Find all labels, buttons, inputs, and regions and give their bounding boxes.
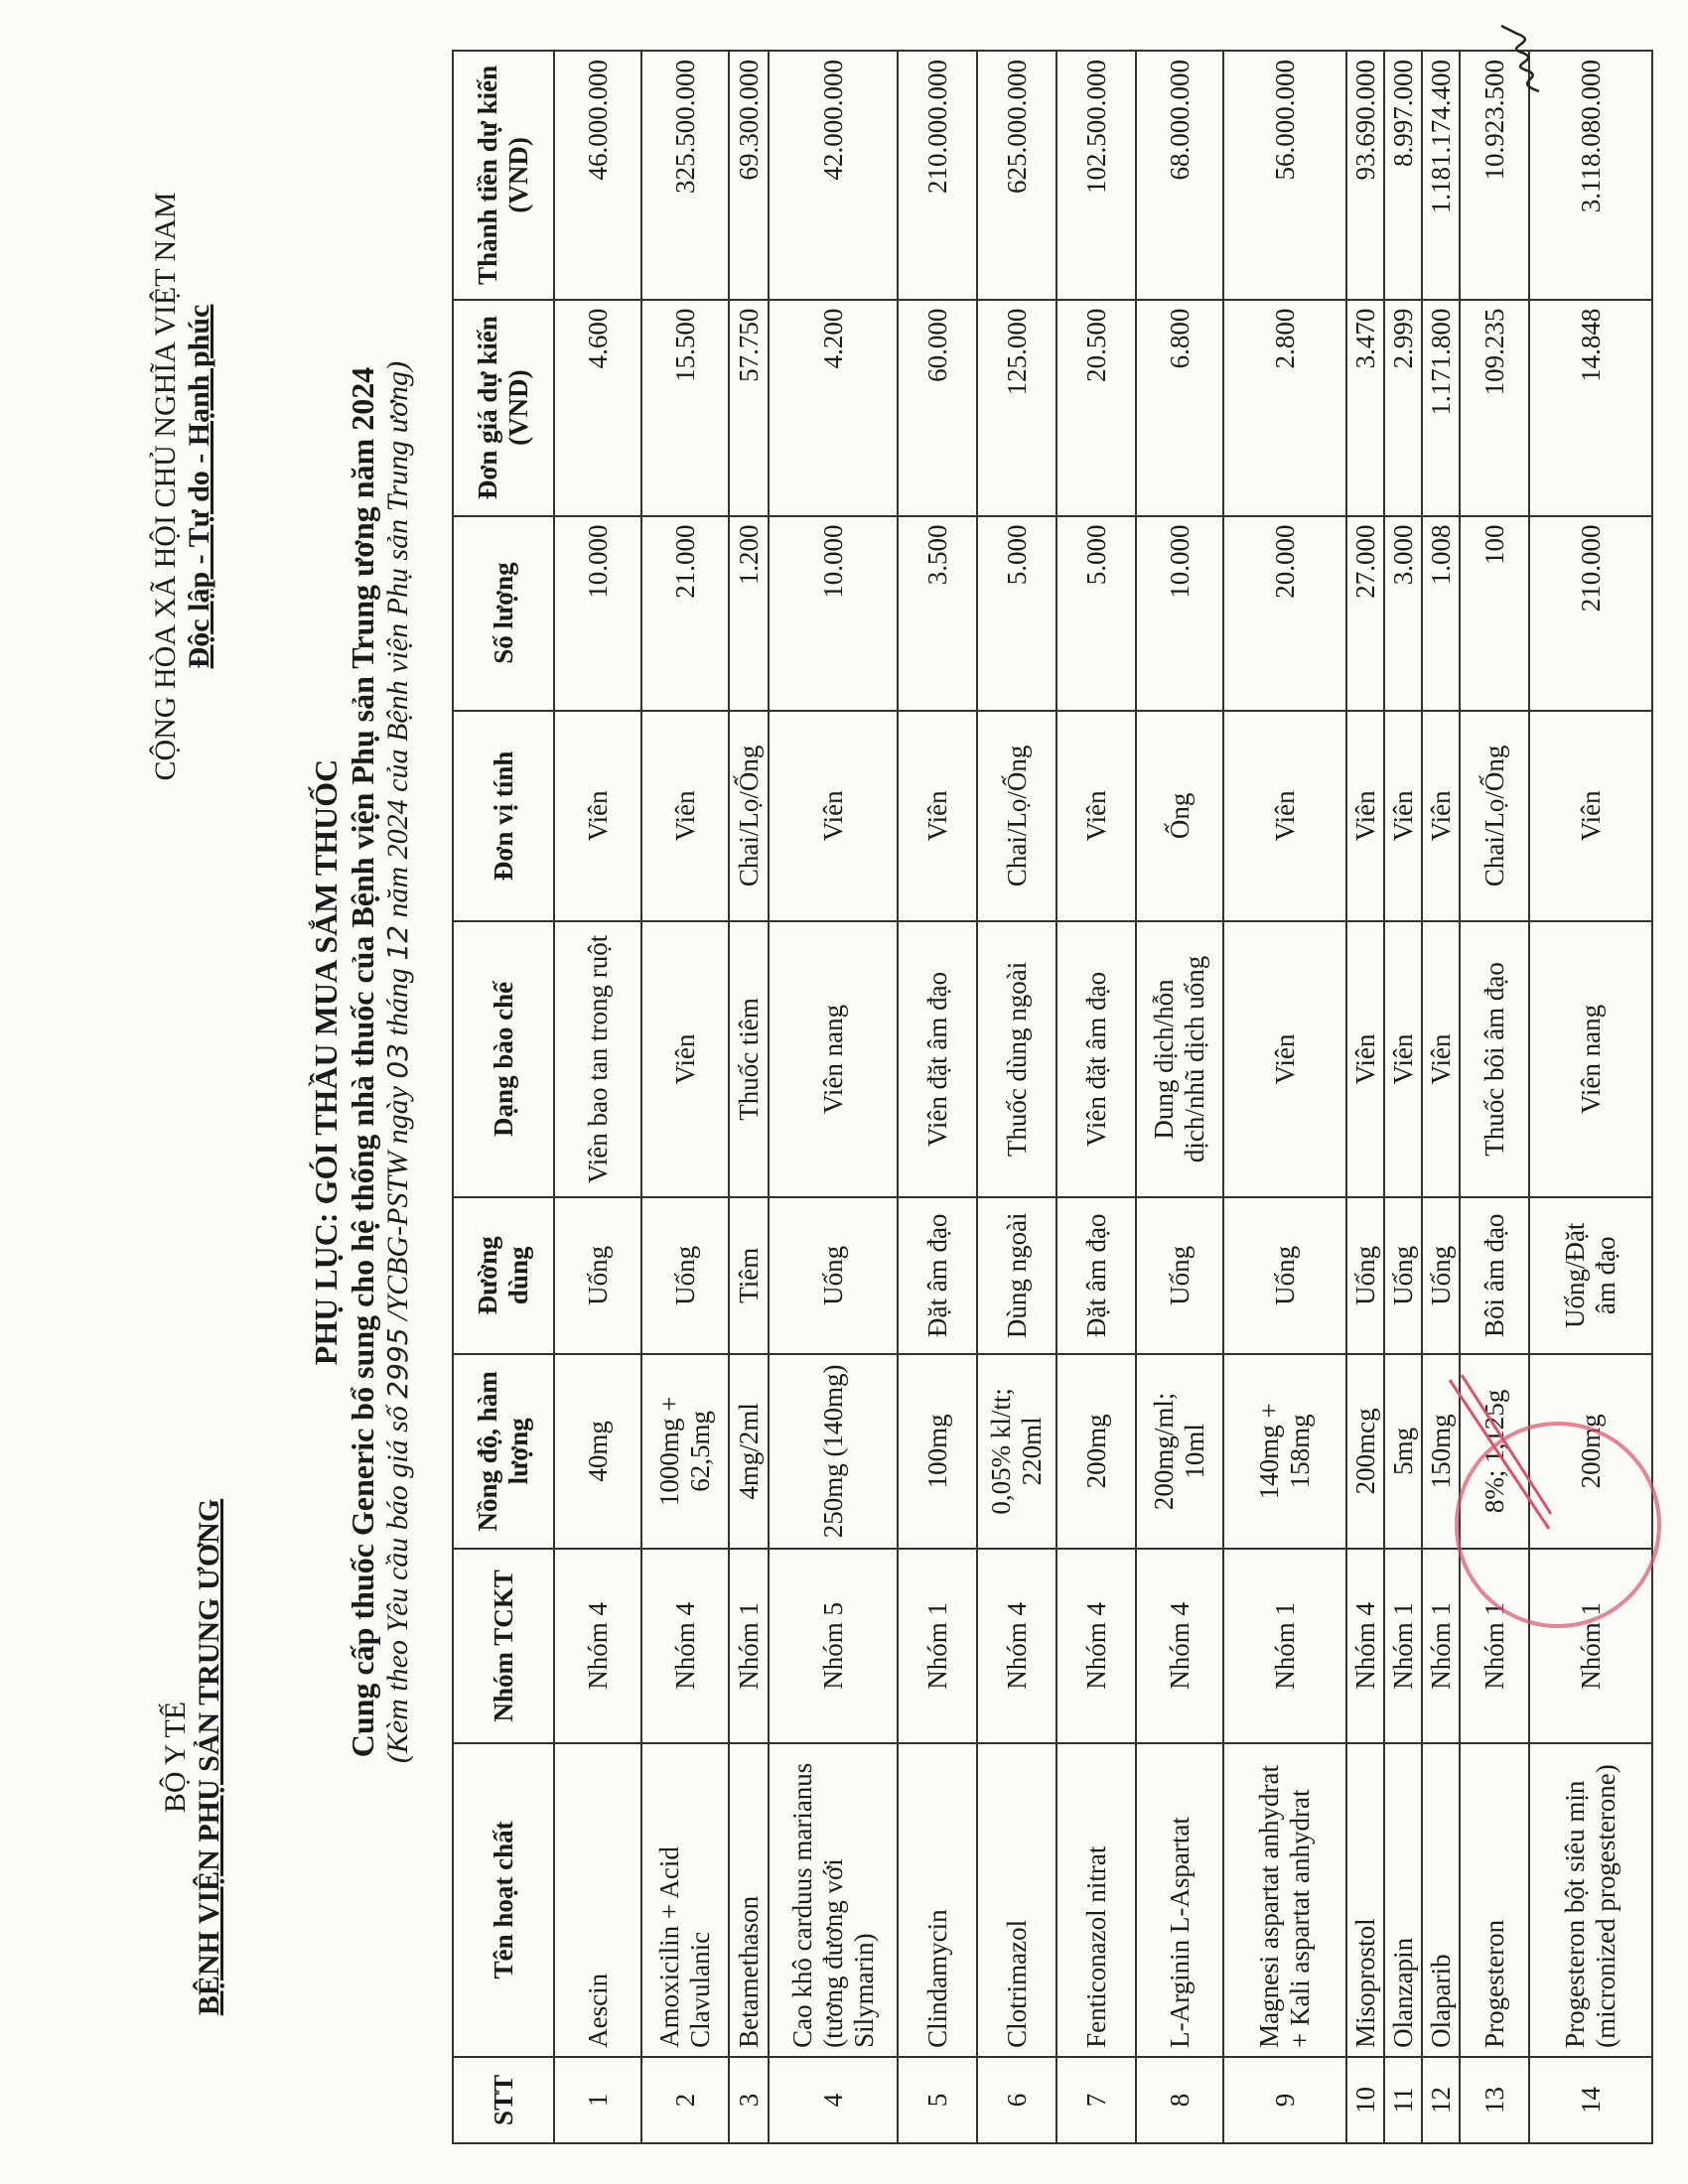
- cell-unit: Viên: [1384, 711, 1422, 921]
- cell-strength: 4mg/2ml: [729, 1354, 769, 1549]
- cell-strength: 250mg (140mg): [769, 1354, 898, 1549]
- cell-group: Nhóm 4: [641, 1549, 729, 1743]
- cell-stt: 7: [1056, 2057, 1136, 2143]
- cell-group: Nhóm 1: [729, 1549, 769, 1743]
- cell-dosage-form: Dung dịch/hỗn dịch/nhũ dịch uống: [1136, 921, 1223, 1197]
- reference-month-word: tháng: [381, 968, 414, 1036]
- cell-total: 625.000.000: [977, 51, 1056, 300]
- cell-quantity: 3.500: [898, 516, 977, 711]
- republic-name: CỘNG HÒA XÃ HỘI CHỦ NGHĨA VIỆT NAM: [149, 192, 182, 781]
- table-row: [729, 51, 769, 2143]
- cell-route: Bôi âm đạo: [1460, 1197, 1529, 1354]
- cell-unit: Viên: [1422, 711, 1460, 921]
- cell-active-ingredient: Misoprostol: [1346, 1743, 1384, 2057]
- cell-dosage-form: Viên nang: [1529, 921, 1652, 1197]
- cell-route: Uống: [641, 1197, 729, 1354]
- cell-active-ingredient: Cao khô carduus marianus (tương đương với Silymarin): [769, 1743, 898, 2057]
- reference-day: 03: [381, 1042, 414, 1079]
- hospital-name: BỆNH VIỆN PHỤ SẢN TRUNG ƯƠNG: [193, 1498, 225, 2016]
- cell-route: Uống: [1346, 1197, 1384, 1354]
- cell-quantity: 27.000: [1346, 516, 1384, 711]
- cell-unit-price: 6.800: [1136, 300, 1223, 516]
- cell-group: Nhóm 1: [1384, 1549, 1422, 1743]
- cell-dosage-form: Thuốc dùng ngoài: [977, 921, 1056, 1197]
- cell-route: Uống: [554, 1197, 641, 1354]
- reference-month: 12: [381, 924, 414, 961]
- cell-unit-price: 2.800: [1223, 300, 1346, 516]
- cell-total: 93.690.000: [1346, 51, 1384, 300]
- cell-active-ingredient: Olaparib: [1422, 1743, 1460, 2057]
- cell-route: Uống/Đặt âm đạo: [1529, 1197, 1652, 1354]
- cell-group: Nhóm 4: [1346, 1549, 1384, 1743]
- cell-unit: Viên: [554, 711, 641, 921]
- cell-total: 1.181.174.400: [1422, 51, 1460, 300]
- cell-stt: 13: [1460, 2057, 1529, 2143]
- cell-group: Nhóm 5: [769, 1549, 898, 1743]
- cell-quantity: 10.000: [554, 516, 641, 711]
- table-row: [1384, 51, 1422, 2143]
- cell-total: 210.000.000: [898, 51, 977, 300]
- table-header-row: [453, 51, 554, 2143]
- stamp-mark-icon: [1440, 1370, 1559, 1549]
- table-row: [898, 51, 977, 2143]
- table-row: [1529, 51, 1652, 2143]
- signature-initials-icon: [1489, 20, 1559, 99]
- cell-stt: 3: [729, 2057, 769, 2143]
- col-active-ingredient: Tên hoạt chất: [453, 1743, 554, 2057]
- cell-dosage-form: Viên đặt âm đạo: [1056, 921, 1136, 1197]
- cell-stt: 1: [554, 2057, 641, 2143]
- cell-unit-price: 14.848: [1529, 300, 1652, 516]
- reference-code: /YCBG-PSTW ngày: [381, 1086, 414, 1320]
- cell-total: 102.500.000: [1056, 51, 1136, 300]
- cell-stt: 10: [1346, 2057, 1384, 2143]
- cell-stt: 5: [898, 2057, 977, 2143]
- cell-unit: Viên: [1056, 711, 1136, 921]
- cell-route: Uống: [1422, 1197, 1460, 1354]
- ministry-name: BỘ Y TẾ: [159, 1701, 192, 1814]
- cell-active-ingredient: Betamethason: [729, 1743, 769, 2057]
- cell-route: Đặt âm đạo: [1056, 1197, 1136, 1354]
- cell-dosage-form: Viên: [1384, 921, 1422, 1197]
- cell-total: 3.118.080.000: [1529, 51, 1652, 300]
- cell-dosage-form: Viên đặt âm đạo: [898, 921, 977, 1197]
- cell-group: Nhóm 4: [1056, 1549, 1136, 1743]
- cell-quantity: 5.000: [1056, 516, 1136, 711]
- table-row: [977, 51, 1056, 2143]
- cell-unit-price: 60.000: [898, 300, 977, 516]
- cell-route: Tiêm: [729, 1197, 769, 1354]
- cell-quantity: 10.000: [769, 516, 898, 711]
- cell-strength: 0,05% kl/tt; 220ml: [977, 1354, 1056, 1549]
- cell-unit: Viên: [1346, 711, 1384, 921]
- cell-group: Nhóm 4: [977, 1549, 1056, 1743]
- table-row: [1056, 51, 1136, 2143]
- cell-route: Uống: [1223, 1197, 1346, 1354]
- cell-active-ingredient: Fenticonazol nitrat: [1056, 1743, 1136, 2057]
- cell-dosage-form: Viên bao tan trong ruột: [554, 921, 641, 1197]
- cell-route: Đặt âm đạo: [898, 1197, 977, 1354]
- cell-strength: 1000mg + 62,5mg: [641, 1354, 729, 1549]
- cell-stt: 14: [1529, 2057, 1652, 2143]
- col-stt: STT: [453, 2057, 554, 2143]
- cell-dosage-form: Viên: [641, 921, 729, 1197]
- cell-unit-price: 4.600: [554, 300, 641, 516]
- cell-unit-price: 109.235: [1460, 300, 1529, 516]
- cell-strength: 200mg: [1529, 1354, 1652, 1549]
- cell-strength: 100mg: [898, 1354, 977, 1549]
- table-row: [1460, 51, 1529, 2143]
- cell-quantity: 21.000: [641, 516, 729, 711]
- issuer-header: [159, 1479, 226, 2035]
- cell-group: Nhóm 1: [1529, 1549, 1652, 1743]
- cell-total: 46.000.000: [554, 51, 641, 300]
- cell-quantity: 10.000: [1136, 516, 1223, 711]
- col-dosage-form: Dạng bào chế: [453, 921, 554, 1197]
- cell-quantity: 1.200: [729, 516, 769, 711]
- title-line-2: Cung cấp thuốc Generic bổ sung cho hệ thống nhà thuốc của Bệnh viện Phụ sản Trung ương năm 2024: [345, 366, 380, 1758]
- cell-total: 56.000.000: [1223, 51, 1346, 300]
- cell-active-ingredient: Clotrimazol: [977, 1743, 1056, 2057]
- col-total: Thành tiền dự kiến (VND): [453, 51, 554, 300]
- cell-group: Nhóm 1: [1223, 1549, 1346, 1743]
- cell-strength: 200mg: [1056, 1354, 1136, 1549]
- cell-quantity: 100: [1460, 516, 1529, 711]
- cell-active-ingredient: Progesteron bột siêu mịn (micronized progesterone): [1529, 1743, 1652, 2057]
- table-row: [769, 51, 898, 2143]
- cell-route: Uống: [1136, 1197, 1223, 1354]
- cell-unit-price: 125.000: [977, 300, 1056, 516]
- reference-suffix: năm 2024 của Bệnh viện Phụ sản Trung ương): [381, 360, 414, 918]
- cell-dosage-form: Viên: [1223, 921, 1346, 1197]
- cell-stt: 12: [1422, 2057, 1460, 2143]
- cell-route: Dùng ngoài: [977, 1197, 1056, 1354]
- cell-total: 325.500.000: [641, 51, 729, 300]
- cell-stt: 9: [1223, 2057, 1346, 2143]
- cell-group: Nhóm 4: [1136, 1549, 1223, 1743]
- cell-active-ingredient: Clindamycin: [898, 1743, 977, 2057]
- title-line-3: [381, 119, 415, 2005]
- cell-stt: 11: [1384, 2057, 1422, 2143]
- cell-quantity: 20.000: [1223, 516, 1346, 711]
- cell-active-ingredient: L-Arginin L-Aspartat: [1136, 1743, 1223, 2057]
- cell-quantity: 3.000: [1384, 516, 1422, 711]
- cell-strength: 8%; 1,125g: [1460, 1354, 1529, 1549]
- cell-dosage-form: Thuốc tiêm: [729, 921, 769, 1197]
- cell-strength: 5mg: [1384, 1354, 1422, 1549]
- cell-unit: Viên: [1529, 711, 1652, 921]
- col-group: Nhóm TCKT: [453, 1549, 554, 1743]
- col-unit-price: Đơn giá dự kiến (VND): [453, 300, 554, 516]
- cell-unit-price: 1.171.800: [1422, 300, 1460, 516]
- cell-unit-price: 15.500: [641, 300, 729, 516]
- cell-strength: 40mg: [554, 1354, 641, 1549]
- cell-strength: 200mcg: [1346, 1354, 1384, 1549]
- cell-active-ingredient: Olanzapin: [1384, 1743, 1422, 2057]
- cell-unit-price: 2.999: [1384, 300, 1422, 516]
- cell-unit: Viên: [769, 711, 898, 921]
- cell-unit: Ống: [1136, 711, 1223, 921]
- reference-number: 2995: [381, 1327, 414, 1399]
- cell-stt: 6: [977, 2057, 1056, 2143]
- cell-unit: Viên: [641, 711, 729, 921]
- table-row: [1422, 51, 1460, 2143]
- cell-total: 68.000.000: [1136, 51, 1223, 300]
- table-row: [554, 51, 641, 2143]
- cell-dosage-form: Thuốc bôi âm đạo: [1460, 921, 1529, 1197]
- cell-stt: 4: [769, 2057, 898, 2143]
- col-unit: Đơn vị tính: [453, 711, 554, 921]
- cell-unit: Viên: [898, 711, 977, 921]
- cell-active-ingredient: Progesteron: [1460, 1743, 1529, 2057]
- cell-unit-price: 57.750: [729, 300, 769, 516]
- cell-unit-price: 4.200: [769, 300, 898, 516]
- cell-unit: Viên: [1223, 711, 1346, 921]
- cell-route: Uống: [769, 1197, 898, 1354]
- cell-quantity: 210.000: [1529, 516, 1652, 711]
- cell-unit-price: 3.470: [1346, 300, 1384, 516]
- cell-total: 69.300.000: [729, 51, 769, 300]
- cell-active-ingredient: Aescin: [554, 1743, 641, 2057]
- cell-strength: 150mg: [1422, 1354, 1460, 1549]
- cell-strength: 200mg/ml; 10ml: [1136, 1354, 1223, 1549]
- cell-unit: Chai/Lọ/Ống: [1460, 711, 1529, 921]
- table-row: [1346, 51, 1384, 2143]
- cell-stt: 2: [641, 2057, 729, 2143]
- cell-group: Nhóm 1: [898, 1549, 977, 1743]
- col-route: Đường dùng: [453, 1197, 554, 1354]
- reference-prefix: (Kèm theo Yêu cầu báo giá số: [381, 1406, 414, 1764]
- cell-quantity: 1.008: [1422, 516, 1460, 711]
- col-strength: Nồng độ, hàm lượng: [453, 1354, 554, 1549]
- document-title: [308, 119, 415, 2005]
- drug-table: [452, 50, 1653, 2144]
- cell-unit: Chai/Lọ/Ống: [977, 711, 1056, 921]
- title-line-1: PHỤ LỤC: GÓI THẦU MUA SẮM THUỐC: [308, 758, 344, 1366]
- cell-unit: Chai/Lọ/Ống: [729, 711, 769, 921]
- cell-group: Nhóm 4: [554, 1549, 641, 1743]
- cell-total: 10.923.500: [1460, 51, 1529, 300]
- cell-group: Nhóm 1: [1422, 1549, 1460, 1743]
- cell-dosage-form: Viên nang: [769, 921, 898, 1197]
- cell-quantity: 5.000: [977, 516, 1056, 711]
- cell-total: 42.000.000: [769, 51, 898, 300]
- cell-stt: 8: [1136, 2057, 1223, 2143]
- table-row: [1136, 51, 1223, 2143]
- cell-route: Uống: [1384, 1197, 1422, 1354]
- cell-dosage-form: Viên: [1422, 921, 1460, 1197]
- table-row: [641, 51, 729, 2143]
- cell-strength: 140mg + 158mg: [1223, 1354, 1346, 1549]
- col-quantity: Số lượng: [453, 516, 554, 711]
- cell-unit-price: 20.500: [1056, 300, 1136, 516]
- cell-group: Nhóm 1: [1460, 1549, 1529, 1743]
- cell-active-ingredient: Amoxicilin + Acid Clavulanic: [641, 1743, 729, 2057]
- cell-total: 8.997.000: [1384, 51, 1422, 300]
- national-motto: Độc lập - Tự do - Hạnh phúc: [183, 304, 215, 669]
- national-header: [149, 79, 216, 893]
- table-row: [1223, 51, 1346, 2143]
- cell-dosage-form: Viên: [1346, 921, 1384, 1197]
- cell-active-ingredient: Magnesi aspartat anhydrat + Kali aspartat anhydrat: [1223, 1743, 1346, 2057]
